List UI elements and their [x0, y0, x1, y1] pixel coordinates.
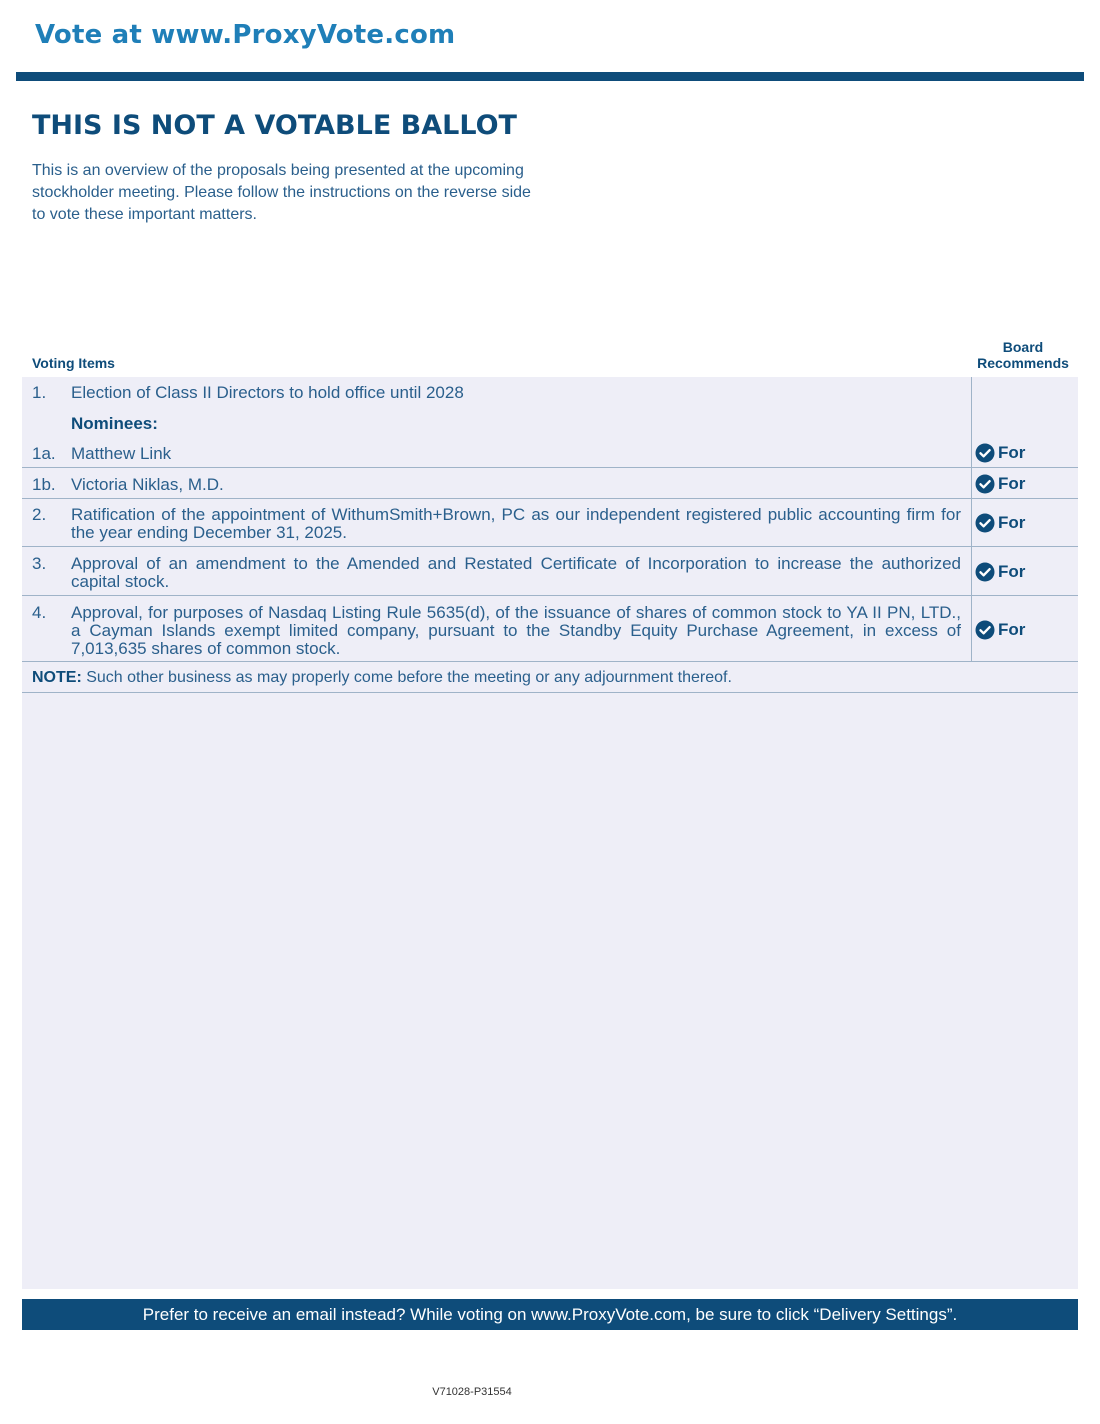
- proxyvote-link[interactable]: Vote at www.ProxyVote.com: [35, 20, 456, 50]
- column-header-voting-items: Voting Items: [32, 355, 115, 371]
- item-text: Election of Class II Directors to hold office until 2028: [71, 383, 464, 402]
- check-circle-icon: [975, 562, 995, 582]
- item-text: Victoria Niklas, M.D.: [71, 475, 224, 494]
- item-number: 1a.: [32, 444, 56, 463]
- column-header-board-recommends: Board Recommends: [977, 339, 1069, 371]
- recommendation: For: [975, 620, 1025, 640]
- document-code: V71028-P31554: [432, 1386, 512, 1398]
- note-label: NOTE:: [32, 669, 82, 686]
- recommendation: For: [975, 562, 1025, 582]
- page-title: THIS IS NOT A VOTABLE BALLOT: [32, 110, 517, 141]
- item-text: Approval of an amendment to the Amended and Restated Certificate of Incorporation to increase the authorized capital stock.: [71, 554, 961, 591]
- recommendation: For: [975, 443, 1025, 463]
- item-number: 2.: [32, 505, 47, 524]
- note: [32, 669, 732, 687]
- item-text: Approval, for purposes of Nasdaq Listing Rule 5635(d), of the issuance of shares of common stock to YA II PN, LTD., a Cayman Islands exempt limited company, pursuant to the Standby Equity Purchase Agreement, in excess of 7,013,635 shares of common stock.: [71, 603, 961, 658]
- recommendation: For: [975, 474, 1025, 494]
- header-rule: [16, 72, 1084, 81]
- item-text: Matthew Link: [71, 444, 172, 463]
- check-circle-icon: [975, 474, 995, 494]
- recommendation: For: [975, 513, 1025, 533]
- item-number: 1.: [32, 383, 47, 402]
- item-text: Ratification of the appointment of WithumSmith+Brown, PC as our independent registered public accounting firm for the year ending December 31, 2025.: [71, 505, 961, 542]
- item-number: 3.: [32, 554, 47, 573]
- check-circle-icon: [975, 443, 995, 463]
- item-number: 1b.: [32, 475, 56, 494]
- note-text: Such other business as may properly come before the meeting or any adjournment thereof.: [81, 669, 732, 686]
- check-circle-icon: [975, 620, 995, 640]
- email-delivery-banner: Prefer to receive an email instead? While voting on www.ProxyVote.com, be sure to click “Delivery Settings”.: [22, 1299, 1078, 1330]
- nominees-heading: Nominees:: [71, 414, 158, 433]
- item-number: 4.: [32, 603, 47, 622]
- intro-text: This is an overview of the proposals being presented at the upcoming stockholder meeting. Please follow the instructions on the reverse side to vote these important matters.: [32, 162, 531, 223]
- check-circle-icon: [975, 513, 995, 533]
